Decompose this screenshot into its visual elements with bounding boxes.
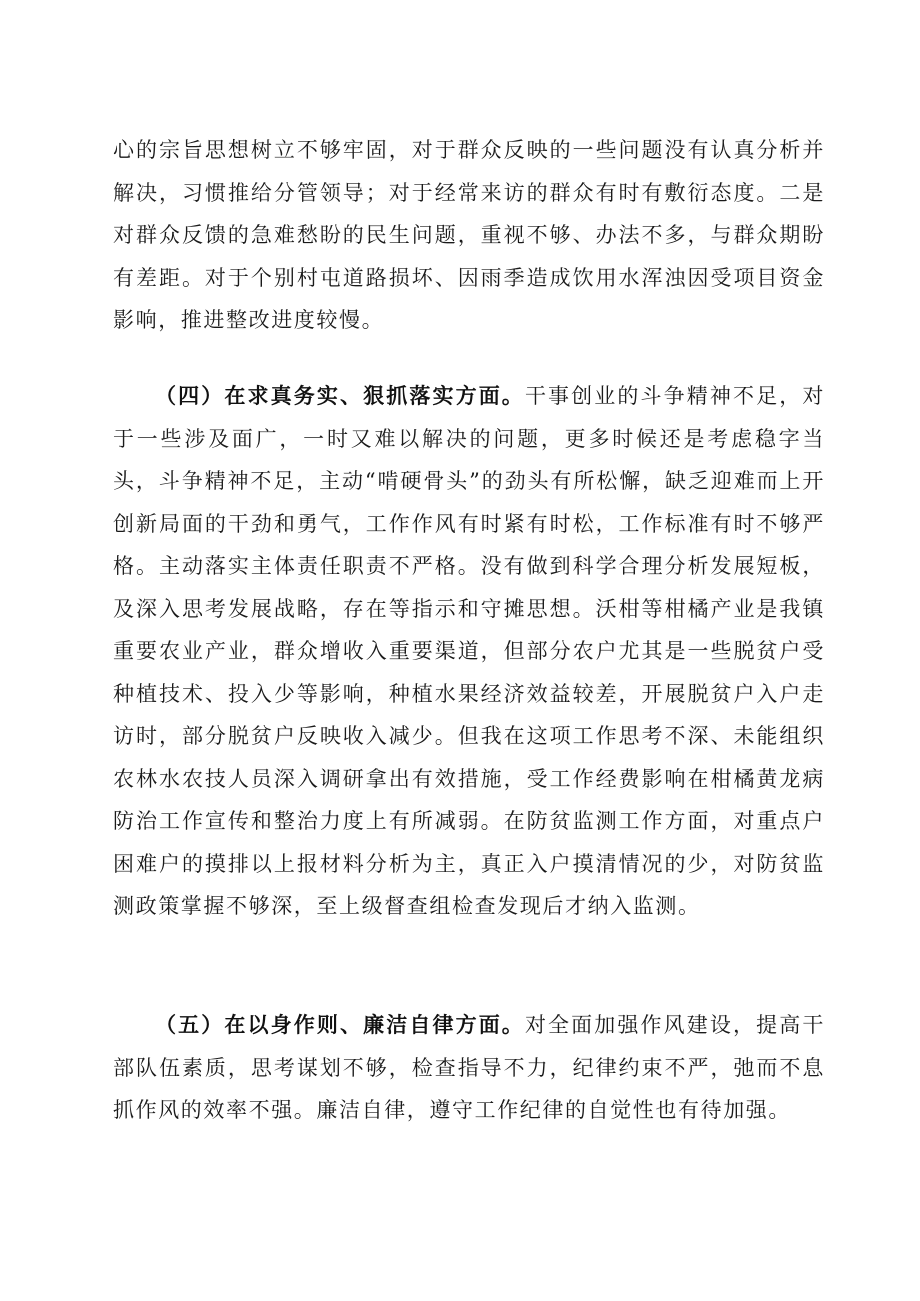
- section-heading-4: （四）在求真务实、狠抓落实方面。: [155, 383, 525, 408]
- paragraph-1: [113, 129, 825, 342]
- paragraph-2: [113, 375, 825, 928]
- paragraph-body-wrapper: [113, 1004, 825, 1132]
- paragraph-body: 心的宗旨思想树立不够牢固，对于群众反映的一些问题没有认真分析并解决，习惯推给分管领导；对于经常来访的群众有时有敷衍态度。二是对群众反馈的急难愁盼的民生问题，重视不够、办法不多，与群众期盼有差距。对于个别村屯道路损坏、因雨季造成饮用水浑浊因受项目资金影响，推进整改进度较慢。: [113, 138, 825, 332]
- section-heading-5: （五）在以身作则、廉洁自律方面。: [155, 1012, 525, 1037]
- paragraph-body-wrapper: [113, 375, 825, 928]
- paragraph-body: 对全面加强作风建设，提高干部队伍素质，思考谋划不够，检查指导不力，纪律约束不严，弛而不息抓作风的效率不强。廉洁自律，遵守工作纪律的自觉性也有待加强。: [113, 1013, 825, 1122]
- paragraph-3: [113, 1004, 825, 1132]
- paragraph-body: 干事创业的斗争精神不足，对于一些涉及面广，一时又难以解决的问题，更多时候还是考虑稳字当头，斗争精神不足，主动“啃硬骨头”的劲头有所松懈，缺乏迎难而上开创新局面的干劲和勇气，工作作风有时紧有时松，工作标准有时不够严格。主动落实主体责任职责不严格。没有做到科学合理分析发展短板，及深入思考发展战略，存在等指示和守摊思想。沃柑等柑橘产业是我镇重要农业产业，群众增收入重要渠道，但部分农户尤其是一些脱贫户受种植技术、投入少等影响，种植水果经济效益较差，开展脱贫户入户走访时，部分脱贫户反映收入减少。但我在这项工作思考不深、未能组织农林水农技人员深入调研拿出有效措施，受工作经费影响在柑橘黄龙病防治工作宣传和整治力度上有所减弱。在防贫监测工作方面，对重点户困难户的摸排以上报材料分析为主，真正入户摸清情况的少，对防贫监测政策掌握不够深，至上级督查组检查发现后才纳入监测。: [113, 384, 825, 918]
